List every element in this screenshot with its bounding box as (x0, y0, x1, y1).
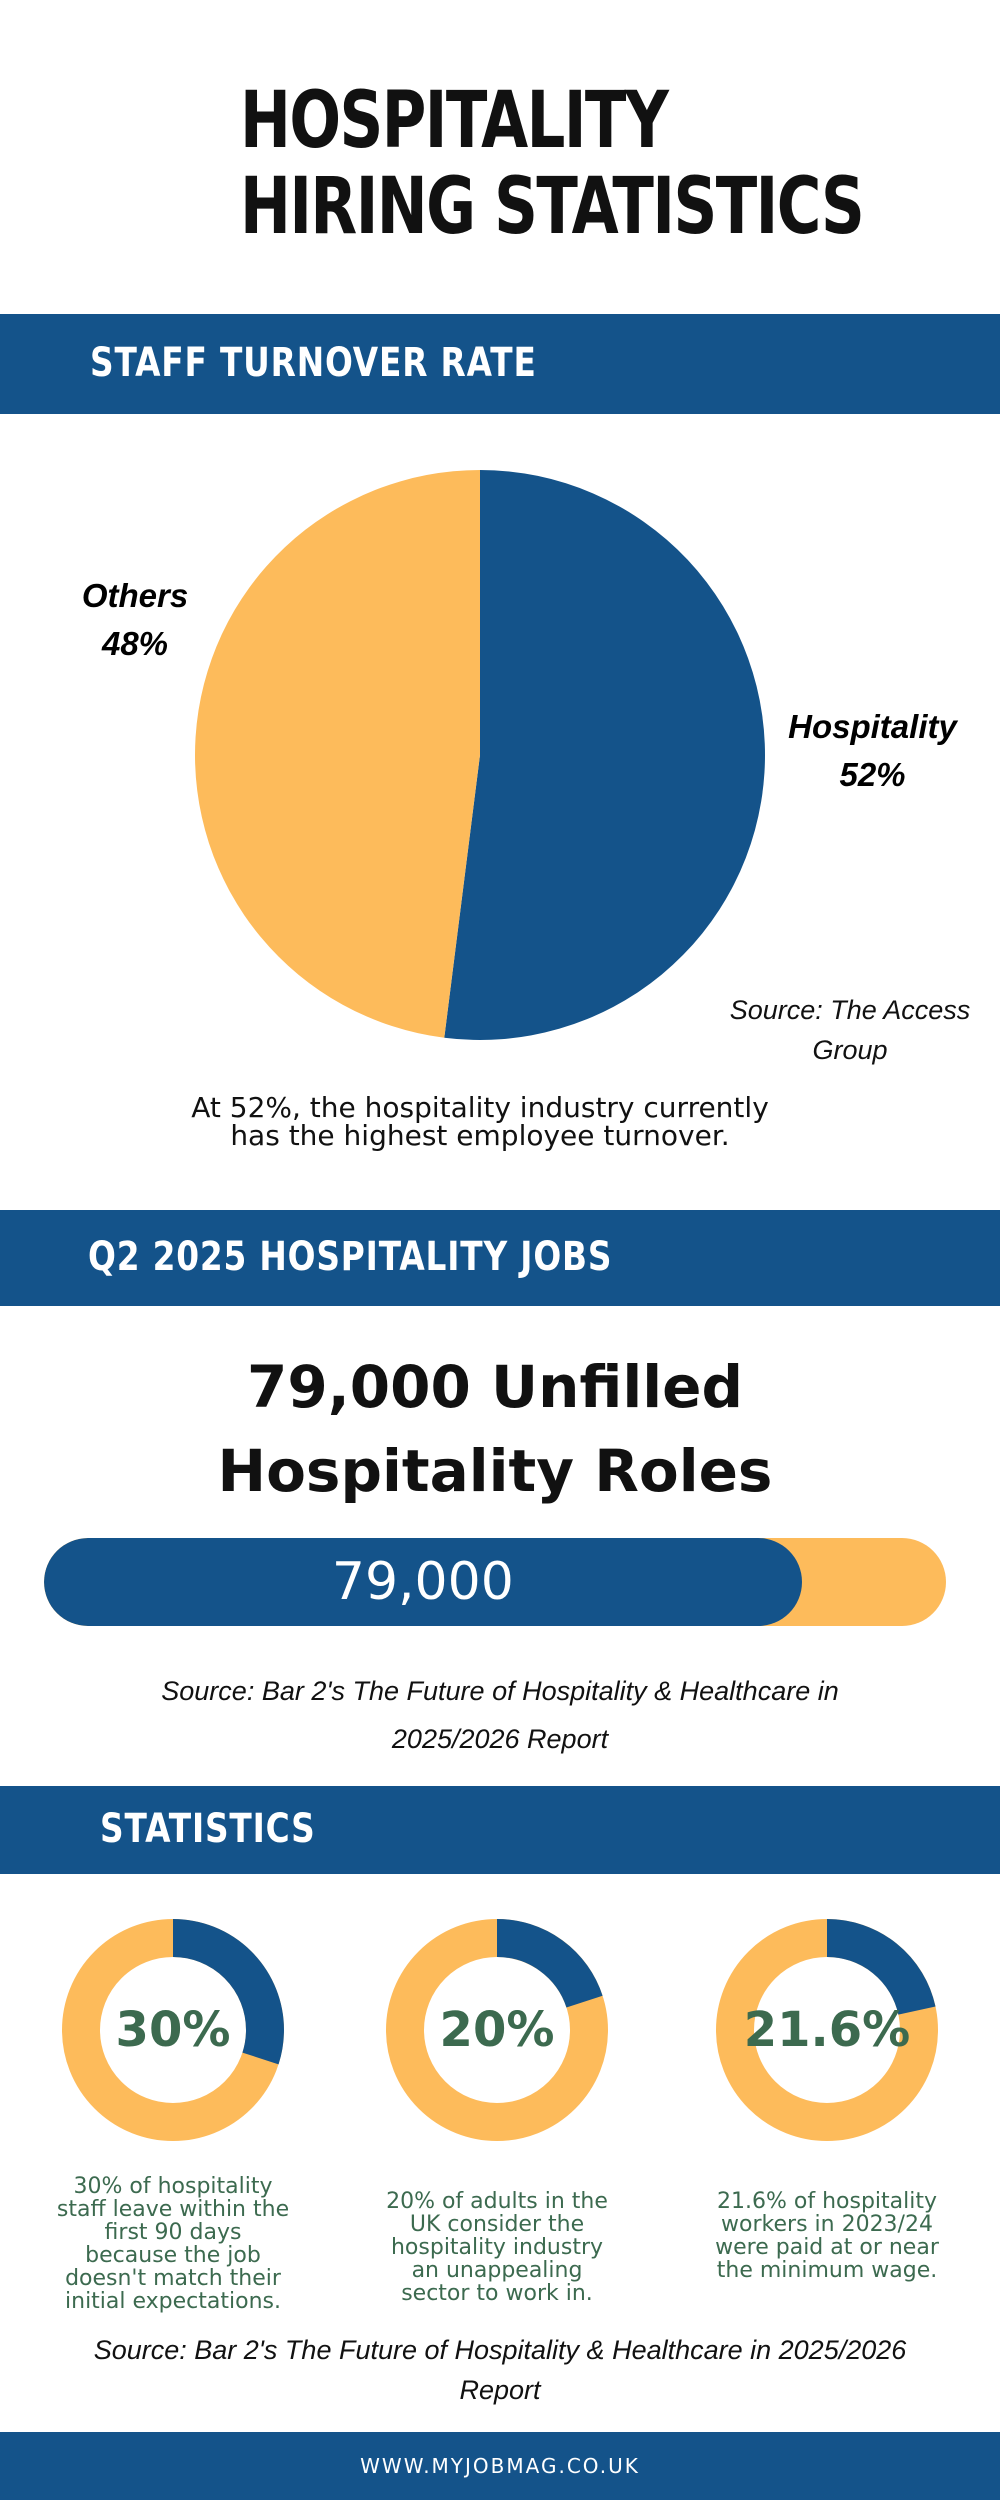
section-band-statistics (0, 1786, 1000, 1874)
stat-caption-line: the minimum wage. (716, 2258, 938, 2283)
stat-caption-line: were paid at or near (715, 2235, 939, 2260)
turnover-note-line1: At 52%, the hospitality industry currently (191, 1091, 769, 1124)
stat-caption-line: hospitality industry (390, 2235, 604, 2260)
page-title (240, 76, 864, 252)
pie-label-others-value: 48% (101, 625, 169, 662)
turnover-note (150, 1091, 810, 1152)
stat-caption-3 (697, 2190, 957, 2282)
section-band-turnover (0, 314, 1000, 414)
stat-caption-line: because the job (85, 2243, 261, 2268)
statistics-source (40, 2330, 960, 2410)
turnover-source-line1: Source: The Access (729, 995, 971, 1025)
stat-caption-line: UK consider the (409, 2212, 585, 2237)
section-title-statistics: STATISTICS (100, 1806, 316, 1852)
pie-label-hospitality-value: 52% (839, 756, 906, 793)
jobs-progress-label: 79,000 (331, 1552, 514, 1612)
stat-caption-line: first 90 days (104, 2220, 242, 2245)
pie-label-others-name: Others (81, 577, 189, 614)
turnover-pie-chart (190, 465, 770, 1045)
stat-caption-line: staff leave within the (56, 2197, 290, 2222)
pie-label-others (55, 572, 215, 668)
stat-value-2: 20% (439, 2002, 555, 2058)
page-title-line1: HOSPITALITY (240, 76, 668, 166)
statistics-source-line2: Report (459, 2375, 541, 2405)
stat-caption-line: initial expectations. (65, 2289, 281, 2314)
section-title-jobs: Q2 2025 HOSPITALITY JOBS (88, 1234, 613, 1280)
stat-caption-line: an unappealing (411, 2258, 583, 2283)
pie-label-hospitality (775, 703, 970, 799)
jobs-heading (100, 1345, 890, 1513)
footer-url[interactable]: WWW.MYJOBMAG.CO.UK (360, 2454, 640, 2478)
section-band-jobs (0, 1210, 1000, 1306)
statistics-source-line1: Source: Bar 2's The Future of Hospitality & Healthcare in 2025/2026 (93, 2335, 907, 2365)
stat-caption-line: 21.6% of hospitality (717, 2189, 937, 2214)
stat-donut-3 (697, 1900, 957, 2160)
jobs-source (100, 1667, 900, 1763)
footer (0, 2432, 1000, 2500)
stat-caption-1 (38, 2175, 308, 2313)
stat-caption-line: workers in 2023/24 (721, 2212, 933, 2237)
turnover-source (715, 990, 985, 1070)
stat-caption-2 (367, 2190, 627, 2305)
stat-caption-line: 20% of adults in the (386, 2189, 608, 2214)
jobs-source-line1: Source: Bar 2's The Future of Hospitality & Healthcare in (161, 1676, 839, 1706)
jobs-source-line2: 2025/2026 Report (391, 1724, 609, 1754)
turnover-source-line2: Group (812, 1035, 888, 1065)
stat-caption-line: sector to work in. (401, 2281, 593, 2306)
stat-value-1: 30% (115, 2002, 231, 2058)
pie-slice-others (195, 470, 480, 1038)
stat-value-3: 21.6% (743, 2002, 911, 2058)
turnover-note-line2: has the highest employee turnover. (230, 1119, 730, 1152)
stat-caption-line: doesn't match their (65, 2266, 281, 2291)
pie-slice-hospitality (444, 470, 765, 1040)
stat-caption-line: 30% of hospitality (73, 2174, 273, 2199)
jobs-heading-line1: 79,000 Unfilled (246, 1353, 743, 1421)
page-title-line2: HIRING STATISTICS (240, 162, 864, 252)
stat-donut-1 (43, 1900, 303, 2160)
pie-label-hospitality-name: Hospitality (788, 708, 957, 745)
section-title-turnover: STAFF TURNOVER RATE (90, 340, 537, 386)
jobs-heading-line2: Hospitality Roles (217, 1437, 773, 1505)
stat-donut-2 (367, 1900, 627, 2160)
